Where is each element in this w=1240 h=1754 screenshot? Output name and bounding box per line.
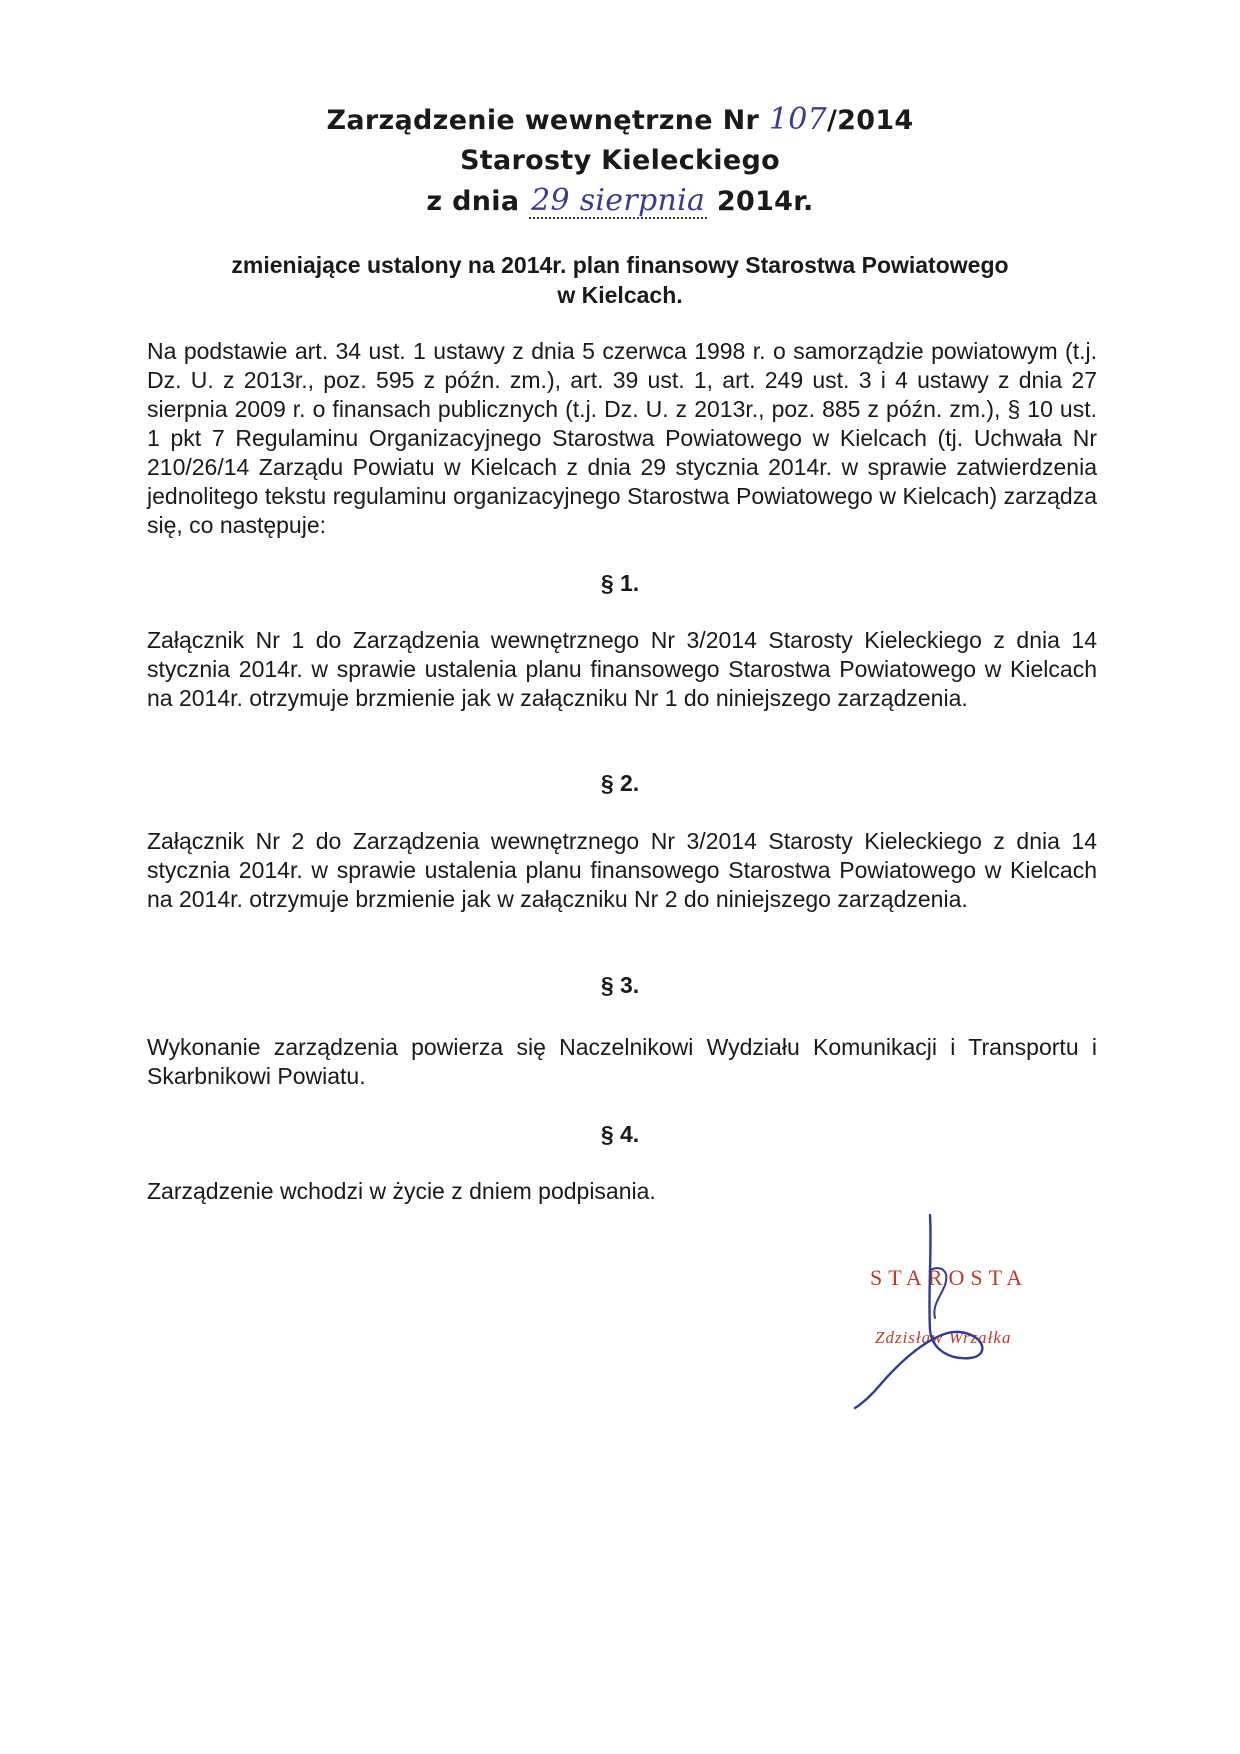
title-prefix: Zarządzenie wewnętrzne Nr xyxy=(326,105,760,136)
title-line xyxy=(200,100,1040,141)
section-3-heading: § 3. xyxy=(600,972,640,998)
date-prefix: z dnia xyxy=(426,186,520,217)
section-1-text: Załącznik Nr 1 do Zarządzenia wewnętrznego Nr 3/2014 Starosty Kieleckiego z dnia 14 stycznia 2014r. w sprawie ustalenia planu finansowego Starostwa Powiatowego w Kielcach na 2014r. otrzymuje brzmienie jak w załączniku Nr 1 do niniejszego zarządzenia. xyxy=(147,627,1097,711)
section-1-heading: § 1. xyxy=(600,570,640,596)
subtitle-line-2: w Kielcach. xyxy=(557,282,683,308)
handwritten-number: 107 xyxy=(768,102,827,137)
section-3-text: Wykonanie zarządzenia powierza się Naczelnikowi Wydziału Komunikacji i Transportu i Skarbnikowi Powiatu. xyxy=(147,1034,1097,1089)
handwritten-date: 29 sierpnia xyxy=(531,183,706,218)
section-4-heading: § 4. xyxy=(600,1121,640,1147)
issuer-line: Starosty Kieleckiego xyxy=(460,145,780,176)
stamp-title: STAROSTA xyxy=(870,1265,1029,1290)
date-suffix: 2014r. xyxy=(716,186,814,217)
stamp-name: Zdzisław Wrzałka xyxy=(875,1328,1012,1347)
date-line xyxy=(200,181,1040,222)
title-suffix: /2014 xyxy=(826,105,914,136)
starosta-stamp-signature xyxy=(840,1210,1080,1410)
section-2-heading: § 2. xyxy=(600,770,640,796)
document-subtitle xyxy=(180,250,1060,310)
preamble-paragraph: Na podstawie art. 34 ust. 1 ustawy z dnia 5 czerwca 1998 r. o samorządzie powiatowym (t.j. Dz. U. z 2013r., poz. 595 z późn. zm.), art. 39 ust. 1, art. 249 ust. 3 i 4 ustawy z dnia 27 sierpnia 2009 r. o finansach publicznych (t.j. Dz. U. z 2013r., poz. 885 z późn. zm.), § 10 ust. 1 pkt 7 Regulaminu Organizacyjnego Starostwa Powiatowego w Kielcach (tj. Uchwała Nr 210/26/14 Zarządu Powiatu w Kielcach z dnia 29 stycznia 2014r. w sprawie zatwierdzenia jednolitego tekstu regulaminu organizacyjnego Starostwa Powiatowego w Kielcach) zarządza się, co następuje: xyxy=(147,338,1097,538)
subtitle-line-1: zmieniające ustalony na 2014r. plan finansowy Starostwa Powiatowego xyxy=(231,252,1009,278)
document-header xyxy=(200,100,1040,222)
handwritten-signature-icon xyxy=(840,1210,1080,1410)
section-2-text: Załącznik Nr 2 do Zarządzenia wewnętrznego Nr 3/2014 Starosty Kieleckiego z dnia 14 stycznia 2014r. w sprawie ustalenia planu finansowego Starostwa Powiatowego w Kielcach na 2014r. otrzymuje brzmienie jak w załączniku Nr 2 do niniejszego zarządzenia. xyxy=(147,828,1097,912)
section-4-text: Zarządzenie wchodzi w życie z dniem podpisania. xyxy=(147,1178,656,1204)
